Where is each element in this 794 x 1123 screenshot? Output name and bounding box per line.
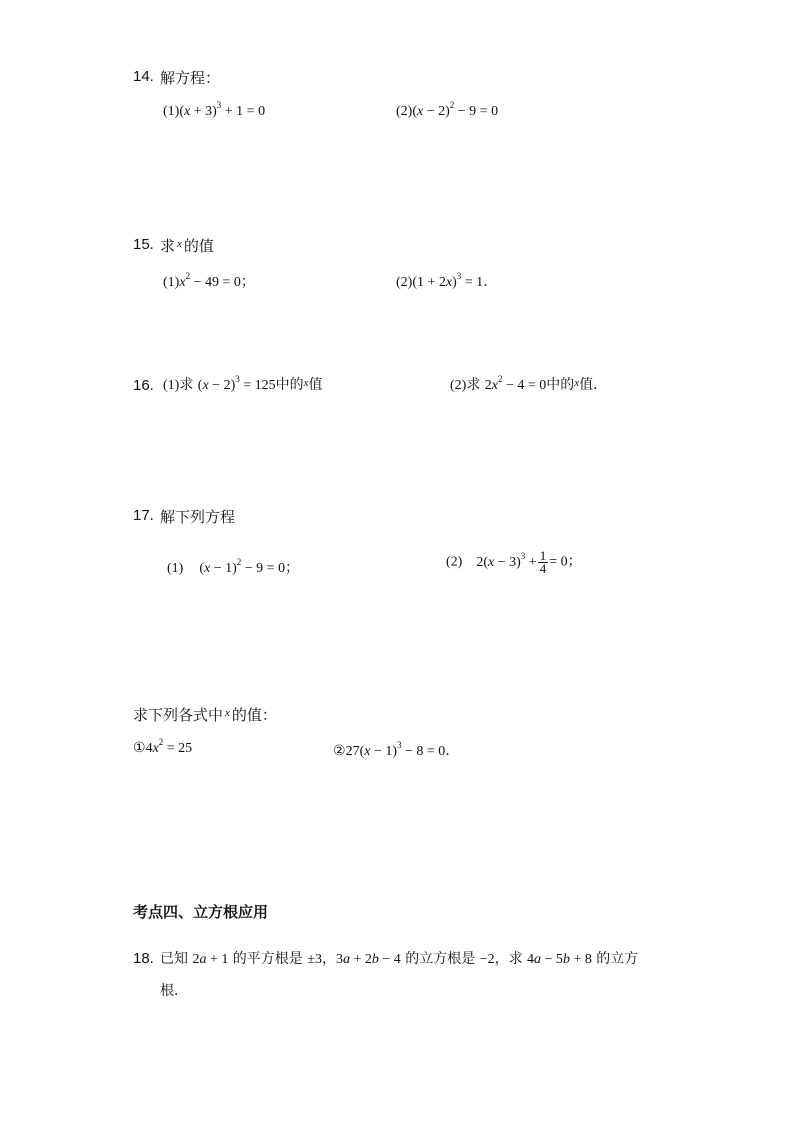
- equation: $(x - 1)^2 - 9 = 0$: [199, 557, 286, 576]
- question-18-line-1: 已知 2a + 1 的平方根是 ±3，3a + 2b − 4 的立方根是 −2，求 4a − 5b + 8 的立方: [160, 951, 639, 967]
- extra-part-1: [133, 737, 193, 757]
- extra-question-title: 求下列各式中 $^x$ 的值：: [133, 706, 277, 724]
- part-label: (2): [446, 554, 463, 570]
- equation: $(x + 3)^3 + 1 = 0$: [179, 100, 266, 119]
- question-15-part-1: $(1)x^2 - 49 = 0$；: [163, 271, 255, 290]
- extra-part-2: ②27(x − 1)$^3$ − 8 = 0．: [333, 740, 460, 759]
- part-label: ①: [133, 740, 146, 756]
- question-17-part-2: (2) $2(x - 3)^3$ + $\frac{1}{4}$ = 0；: [446, 548, 582, 576]
- question-14-part-1: [163, 100, 266, 120]
- fraction-one-quarter: $\frac{1}{4}$: [539, 548, 547, 576]
- question-16-part-2: (2)求 $2x^2 - 4 = 0$中的x值．: [450, 374, 608, 393]
- question-17-part-1: (1) $(x - 1)^2 - 9 = 0$；: [167, 557, 300, 576]
- question-15-title: [160, 235, 214, 256]
- question-14-number: 14.: [133, 68, 154, 85]
- question-17-title: 解下列方程: [160, 508, 236, 526]
- question-15-part-2: $(2)(1 + 2x)^3 = 1$．: [396, 271, 498, 290]
- equation: $27(x - 1)^3 - 8 = 0$: [345, 740, 446, 759]
- variable-x: x: [177, 238, 182, 250]
- question-16-part-1: (1)求 $(x - 2)^3 = 125$中的x值: [163, 374, 323, 393]
- equation: $4x^2 = 25$: [145, 737, 193, 756]
- title-text: 的值: [183, 237, 214, 255]
- question-16-number: 16.: [133, 377, 154, 394]
- section-heading: 考点四、立方根应用: [133, 903, 269, 921]
- equation: $x^2 - 49 = 0$: [179, 271, 241, 290]
- part-label: (2): [396, 275, 413, 290]
- question-14-title: 解方程：: [160, 69, 221, 87]
- title-text: 求: [160, 237, 176, 255]
- equation: $(x - 2)^2 - 9 = 0$: [412, 100, 499, 119]
- part-label: (1): [163, 275, 180, 290]
- part-label: (1): [163, 104, 180, 119]
- part-label: (2): [450, 378, 467, 393]
- part-label: (1): [163, 378, 180, 393]
- equation: $2(x - 3)^3$ +: [476, 550, 537, 570]
- question-14-part-2: [396, 100, 499, 120]
- part-label: (1): [167, 561, 184, 576]
- equation: $(1 + 2x)^3 = 1$: [412, 271, 484, 290]
- question-18-line-2: 根．: [160, 983, 188, 999]
- question-17-number: 17.: [133, 507, 154, 524]
- question-18-number: 18.: [133, 950, 154, 967]
- question-15-number: 15.: [133, 236, 154, 253]
- part-label: ②: [333, 743, 346, 759]
- part-label: (2): [396, 104, 413, 119]
